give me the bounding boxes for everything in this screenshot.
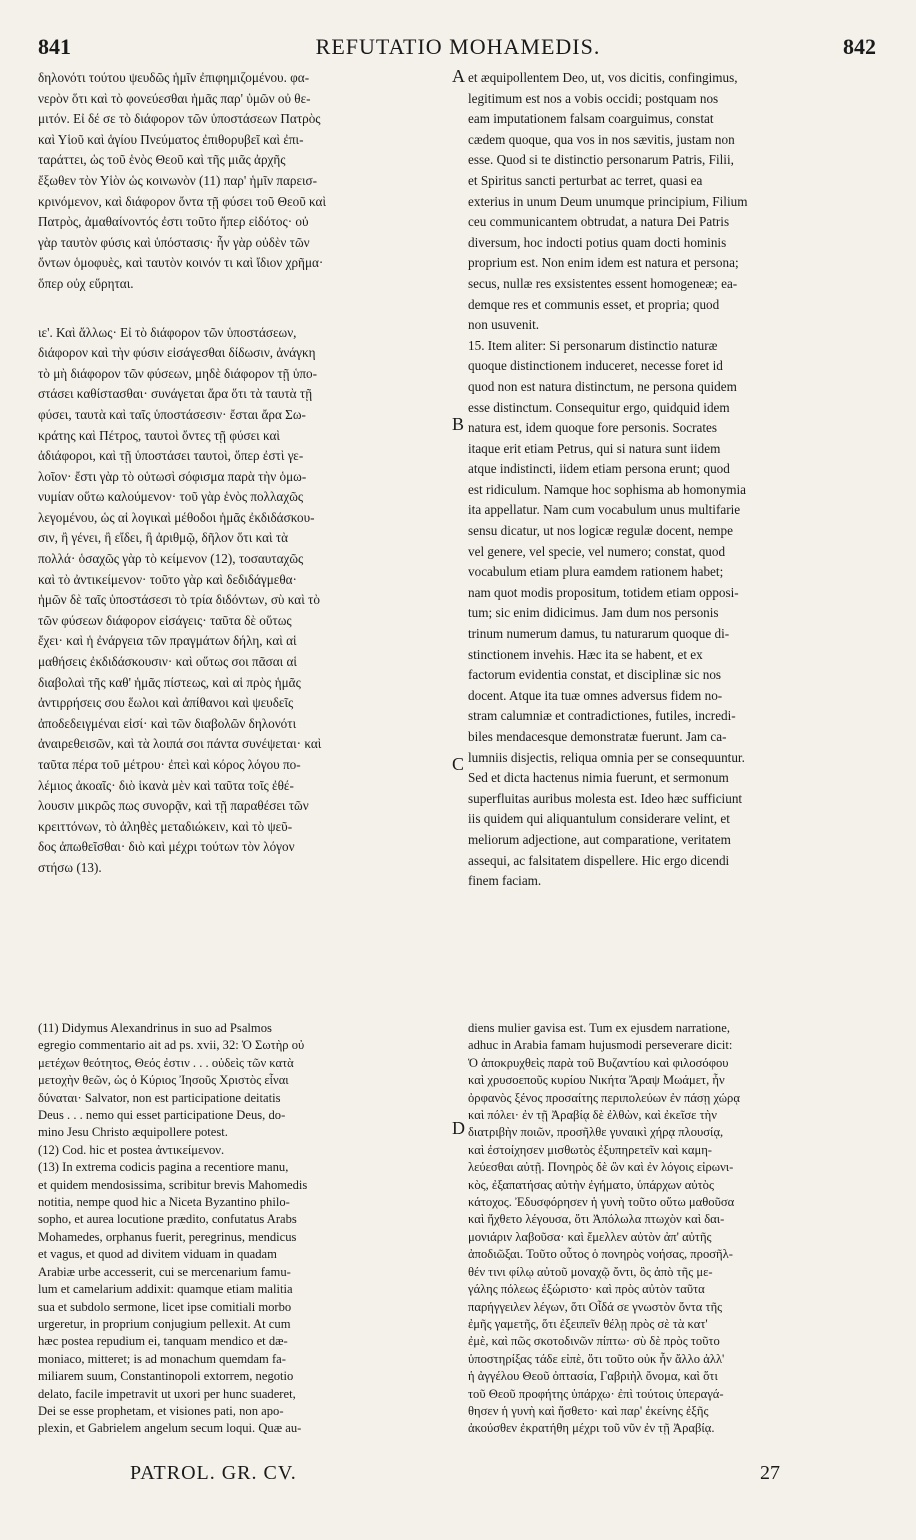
latin-text-line: quoque distinctionem induceret, necesse foret id	[468, 358, 723, 374]
greek-text-line: δος ἀπωθεῖσθαι· διὸ καὶ μέχρι τούτων τὸν λόγον	[38, 839, 295, 855]
latin-text-line: et Spiritus sancti perturbat ac terret, quasi ea	[468, 172, 703, 188]
footnote-line: adhuc in Arabia famam hujusmodi perseverare dicit:	[468, 1038, 733, 1053]
page-number-left: 841	[38, 34, 71, 59]
footnote-line: ὀρφανὸς ξένος προσαίτης περιπολεύων ἐν πάσῃ χώρᾳ	[468, 1090, 740, 1105]
latin-text-line: 15. Item aliter: Si personarum distinctio naturæ	[468, 337, 718, 353]
greek-text-line: τὸ μὴ διάφορον τῶν φύσεων, μηδὲ διάφορον τῇ ὑπο-	[38, 365, 318, 381]
margin-letter-a: A	[452, 66, 465, 86]
latin-text-line: vel genere, vel specie, vel numero; constat, quod	[468, 543, 726, 559]
footnote-line: ἀποδιῶξαι. Τοῦτο οὗτος ὁ πονηρὸς νοήσας, προσῆλ-	[468, 1247, 733, 1262]
footnote-line: τοῦ Θεοῦ προφήτης ὑπάρχω· ἐπὶ τούτοις ὑπεραγά-	[468, 1386, 724, 1401]
footnote-line: γάλης πόλεως ἐξώριστο· καὶ πρὸς αὐτὸν ταῦτα	[468, 1282, 705, 1297]
greek-text-line: ταῦτα πέρα τοῦ μέτρου· ἐπεὶ καὶ κόρος λόγου πο-	[38, 757, 301, 772]
latin-text-line: atque indistincti, iidem etiam persona erunt; quod	[468, 461, 730, 477]
latin-text-line: superfluitas auribus molesta est. Ideo hæc sufficiunt	[468, 790, 743, 806]
latin-text-line: cædem quoque, qua vos in nos sævitis, justam non	[468, 131, 735, 147]
latin-text-line: secus, nullæ res exsistentes essent homogeneæ; ea-	[468, 275, 738, 291]
footnote-line: (12) Cod. hic et postea ἀντικείμενον.	[38, 1142, 225, 1157]
footnote-line: θησεν ἡ γυνὴ καὶ ἥσθετο· καὶ παρ' ἐκείνης ἐξῆς	[468, 1403, 709, 1418]
greek-text-line: λοῖον· ἔστι γὰρ τὸ οὑτωσὶ σόφισμα παρὰ τὴν ὁμω-	[38, 468, 307, 484]
latin-text-line: docent. Atque ita tuæ omnes adversus fidem no-	[468, 687, 723, 703]
footnote-line: Mohamedes, orphanus fuerit, peregrinus, mendicus	[38, 1229, 297, 1244]
footer-signature: PATROL. GR. CV.	[130, 1462, 297, 1484]
greek-text-line: ἀποδεδειγμέναι εἰσί· καὶ τῶν διαβολῶν δηλονότι	[38, 715, 297, 731]
greek-text-line: γὰρ ταυτὸν φύσις καὶ ὑπόστασις· ἦν γὰρ οὐδὲν τῶν	[38, 234, 310, 250]
greek-text-line: μιτόν. Εἰ δέ σε τὸ διάφορον τῶν ὑποστάσεων Πατρὸς	[38, 111, 321, 127]
footnote-line: sua et subdolo sermone, licet ipse comitiali morbo	[38, 1299, 292, 1314]
latin-text-line: Sed et dicta hactenus nimia fuerunt, et sermonum	[468, 770, 729, 786]
greek-text-line: κρινόμενον, καὶ διάφορον ὄντα τῇ φύσει τοῦ Θεοῦ καὶ	[38, 193, 327, 209]
footnote-line: διατριβὴν ποιῶν, προσῆλθε γυναικὶ χήρᾳ πλουσίᾳ,	[468, 1125, 724, 1140]
footnote-line: plexin, et Gabrielem angelum secum loqui. Quæ au-	[38, 1421, 302, 1436]
latin-text-line: assequi, ac falsitatem dispellere. Hic ergo dicendi	[468, 852, 730, 868]
latin-text-line: eam imputationem falsam coarguimus, constat	[468, 111, 714, 127]
greek-text-line: στήσω (13).	[38, 859, 102, 875]
greek-text-line: πολλά· ὁσαχῶς γὰρ τὸ κείμενον (12), τοσαυταχῶς	[38, 551, 304, 567]
latin-text-line: stram calumniæ et contradictiones, futiles, incredi-	[468, 708, 736, 724]
footnote-line: (13) In extrema codicis pagina a recentiore manu,	[38, 1160, 289, 1175]
footnote-line: hæc postea repudium ei, tanquam mendico et dæ-	[38, 1334, 288, 1349]
latin-text-line: et æquipollentem Deo, ut, vos dicitis, confingimus,	[468, 70, 738, 85]
greek-text-line: ἔχει· καὶ ἡ ἐνάργεια τῶν πραγμάτων δήλη, καὶ αἱ	[38, 633, 297, 649]
footnote-line: ἐμὲ, καὶ πῶς σκοτοδινῶν πίπτω· σὺ δὲ πρὸς τοῦτο	[468, 1334, 720, 1349]
latin-text-line: vocabulum etiam plura eamdem rationem habet;	[468, 564, 724, 580]
footnote-line: Ὁ ἀποκρυχθεὶς παρὰ τοῦ Βυζαντίου καὶ φιλοσόφου	[468, 1055, 729, 1070]
footnote-line: ἡ ἀγγέλου Θεοῦ ὀπτασία, Γαβριὴλ ὄνομα, καὶ ὅτι	[468, 1369, 718, 1384]
greek-text-line: ὄντων ὁμοφυὲς, καὶ ταυτὸν κοινόν τι καὶ ἴδιον χρῆμα·	[38, 255, 324, 271]
greek-text-line: μαθήσεις ἐκδιδάσκουσιν· καὶ οὕτως σοι πᾶσαι αἱ	[38, 654, 297, 670]
latin-text-line: finem faciam.	[468, 873, 542, 889]
footer-sheet-number: 27	[760, 1462, 780, 1484]
greek-text-line: ἀναιρεθεισῶν, καὶ τὰ λοιπά σοι πάντα συνέψεται· καὶ	[38, 736, 322, 752]
latin-text-line: demque res et communis esset, et propria; quod	[468, 296, 720, 312]
footnote-line: κάτοχος. Ἐδυσφόρησεν ἡ γυνὴ τοῦτο οὕτω μαθοῦσα	[468, 1195, 735, 1210]
latin-text-line: lumniis disjectis, reliqua omnia per se consequuntur.	[468, 749, 745, 765]
latin-text-line: non usuvenit.	[468, 317, 540, 333]
footnote-line: ἐμῆς γαμετῆς, ὅτι ἐξειπεῖν θέλῃ πρὸς σὲ τὰ κατ'	[468, 1316, 708, 1331]
footnote-line: delato, facile impetravit ut uxori per hunc suaderet,	[38, 1386, 296, 1401]
footnotes-right	[468, 1020, 880, 1438]
footnote-line: ὑποστηρίξας τάδε εἰπὲ, ὅτι τοῦτο οὐκ ἦν ἄλλο ἀλλ'	[468, 1351, 725, 1366]
footnotes-left	[38, 1020, 448, 1438]
footnote-line: et quidem mendosissima, scribitur brevis Mahomedis	[38, 1177, 308, 1192]
footnote-line: mino Jesu Christo æquipollere potest.	[38, 1125, 228, 1140]
greek-text-line: ταράττει, ὡς τοῦ ἑνὸς Θεοῦ καὶ τῆς μιᾶς ἀρχῆς	[38, 152, 286, 168]
footnote-line: lum et camelarium addixit: quamque etiam malitia	[38, 1282, 293, 1297]
footnote-line: Dei se esse prophetam, et visiones pati, non apo-	[38, 1403, 284, 1418]
footnote-line: ἀκούσθεν ἐκρατήθη μέχρι τοῦ νῦν ἐν τῇ Ἀραβίᾳ.	[468, 1421, 715, 1436]
footnote-line: θέν τινι φίλῳ αὐτοῦ μοναχῷ ὄντι, ὃς ἀπὸ τῆς με-	[468, 1264, 713, 1279]
footnote-line: παρήγγειλεν λέγων, ὅτι Οἶδά σε γνωστὸν ὄντα τῆς	[468, 1299, 723, 1314]
footnote-line: λεύεσθαι αὐτῇ. Πονηρὸς δὲ ὢν καὶ ἐν λόγοις εἰρωνι-	[468, 1160, 734, 1175]
latin-text-line: ceu communicantem obtrudat, a natura Dei Patris	[468, 214, 730, 230]
footnote-line: καὶ ἤχθετο λέγουσα, ὅτι Ἀπόλωλα πτωχὸν καὶ δαι-	[468, 1212, 725, 1227]
footnote-line: Arabiæ urbe accesserit, cui se mercenarium famu-	[38, 1264, 291, 1279]
margin-letter-d: D	[452, 1118, 465, 1138]
greek-text-line: δηλονότι τούτου ψευδῶς ἡμῖν ἐπιφημιζομένου. φα-	[38, 70, 310, 85]
latin-text-line: trinum numerum damus, tu naturarum quoque di-	[468, 626, 730, 642]
greek-text-line: φύσει, ταυτὰ καὶ ταῖς ὑποστάσεσιν· ἔσται ἄρα Σω-	[38, 406, 306, 422]
footnote-line: καὶ πόλει· ἐν τῇ Ἀραβίᾳ δὲ ἐλθὼν, καὶ ἐκεῖσε τὴν	[468, 1108, 717, 1123]
greek-text-line: νυμίαν οὕτω καλούμενον· τοῦ γὰρ ἑνὸς πολλαχῶς	[38, 489, 304, 505]
latin-text-line: est ridiculum. Namque hoc sophisma ab homonymia	[468, 481, 746, 497]
margin-letter-c: C	[452, 754, 465, 774]
latin-text-line: diversum, hoc indocti potius quam docti hominis	[468, 234, 727, 250]
page-footer	[30, 1462, 886, 1492]
latin-text-line: iis quidem qui aliquantulum considerare velint, et	[468, 811, 730, 827]
greek-text-line: ὅπερ οὐχ εὕρηται.	[38, 275, 134, 291]
footnote-line: (11) Didymus Alexandrinus in suo ad Psalmos	[38, 1021, 272, 1035]
latin-text-line: legitimum est nos a vobis occidi; postquam nos	[468, 90, 719, 106]
latin-text-line: quod non est natura distinctum, ne persona quidem	[468, 378, 737, 394]
running-title: REFUTATIO MOHAMEDIS.	[315, 34, 601, 59]
footnote-line: urgeretur, in proprium conjugium pellexit. At cum	[38, 1316, 291, 1331]
greek-text-line: στάσει καθίστασθαι· συνάγεται ἄρα ὅτι τὰ ταυτὰ τῇ	[38, 386, 313, 402]
greek-text-line: νερὸν ὅτι καὶ τὸ φονεύεσθαι ἡμᾶς παρ' ὑμῶν οὐ θε-	[38, 90, 311, 106]
greek-text-line: κράτης καὶ Πέτρος, ταυτοὶ ὄντες τῇ φύσει καὶ	[38, 427, 280, 443]
latin-text-line: esse distinctum. Consequitur ergo, quidquid idem	[468, 399, 730, 415]
greek-text-line: διάφορον καὶ τὴν φύσιν εἰσάγεσθαι δίδωσιν, ἀνάγκη	[38, 345, 316, 361]
latin-text-line: stinctionem invehis. Hæc ita se habent, et ex	[468, 646, 703, 662]
greek-text-line: διαβολαὶ τῆς καθ' ἡμᾶς πίστεως, καὶ αἱ πρὸς ἡμᾶς	[38, 674, 301, 690]
footnote-line: καὶ ἐστοίχησεν μισθωτὸς ἐξυπηρετεῖν καὶ καμη-	[468, 1142, 713, 1157]
margin-letter-b: B	[452, 414, 465, 434]
footnote-line: Deus . . . nemo qui esset participatione Deus, do-	[38, 1108, 286, 1123]
greek-text-line: ἀντιρρήσεις σου ἕωλοι καὶ ἀπίθανοι καὶ ψευδεῖς	[38, 695, 294, 711]
greek-text-line: σιν, ἢ γένει, ἢ εἴδει, ἢ ἀριθμῷ, δῆλον ὅτι καὶ τὰ	[38, 530, 289, 546]
footnote-line: καὶ χρυσοεποῦς κυρίου Νικήτα Ἄραψ Μωάμετ, ἦν	[468, 1073, 725, 1088]
footnote-line: sopho, et aurea locutione prædito, confutatus Arabs	[38, 1212, 297, 1227]
greek-text-line: ιε'. Καὶ ἄλλως· Εἰ τὸ διάφορον τῶν ὑποστάσεων,	[38, 324, 297, 340]
greek-text-line: ἡμῶν δὲ ταῖς ὑποστάσεσι τὸ τρία διδόντων, σὺ καὶ τὸ	[38, 592, 320, 608]
latin-text-line: meliorum adjectione, aut comparatione, veritatem	[468, 831, 731, 847]
footnote-line: miliarem suum, Constantinopoli extorrem, negotio	[38, 1369, 294, 1384]
latin-text-line: exterius in unum Deum unumque principium, Filium	[468, 193, 748, 209]
latin-text-line: biles mendacesque demonstratæ fuerunt. Jam ca-	[468, 729, 727, 744]
greek-text-line: καὶ τὸ ἀντικείμενον· τοῦτο γὰρ καὶ δεδιδάγμεθα·	[38, 571, 297, 587]
footnote-line: notitia, nempe quod hic a Niceta Byzantino philo-	[38, 1195, 290, 1210]
latin-text-line: itaque erit etiam Petrus, qui si natura sunt iidem	[468, 440, 721, 456]
latin-text-line: natura est, idem quoque fore personis. Socrates	[468, 420, 718, 436]
greek-text-line: λουσιν μικρῶς πως συνορᾷν, καὶ τῇ παραθέσει τῶν	[38, 798, 309, 814]
footnote-line: κὸς, ἐξαπατήσας αὐτὴν ἐγήματο, ὑπάρχων αὐτὸς	[468, 1177, 714, 1192]
greek-text-line: κρειττόνων, τὸ ἀληθὲς μεταδιώκειν, καὶ τὸ ψεῦ-	[38, 818, 293, 834]
footnote-line: egregio commentario ait ad ps. xvii, 32: Ὁ Σωτὴρ οὐ	[38, 1038, 305, 1053]
greek-text-line: Πατρὸς, ἀμαθαίνοντός ἐστι τοῦτο ἤπερ εἰδότος· οὐ	[38, 214, 309, 230]
latin-text-line: nam quot modis propositum, totidem etiam opposi-	[468, 584, 739, 600]
latin-text-line: tum; sic enim didicimus. Jam dum nos personis	[468, 605, 719, 621]
footnote-line: δύναται· Salvator, non est participatione deitatis	[38, 1090, 281, 1105]
greek-text-line: καὶ Υἱοῦ καὶ ἁγίου Πνεύματος ἐπιθορυβεῖ καὶ ἐπι-	[38, 131, 304, 147]
page-number-right: 842	[843, 34, 876, 59]
latin-text-line: factorum evidentia constat, et disciplinæ sic nos	[468, 667, 722, 683]
footnote-line: μετοχὴν θεῶν, ὡς ὁ Κύριος Ἰησοῦς Χριστὸς εἶναι	[38, 1073, 289, 1088]
latin-text-column	[468, 68, 880, 892]
latin-text-line: proprium est. Non enim idem est natura et persona;	[468, 255, 739, 271]
greek-text-line: ἀδιάφοροι, καὶ τῇ ὑποστάσει ταυτοὶ, ὅπερ ἐστὶ γε-	[38, 448, 304, 464]
greek-text-line: ἔξωθεν τὸν Υἱὸν ὡς κοινωνὸν (11) παρ' ἡμῖν παρεισ-	[38, 172, 318, 188]
page-header	[30, 30, 886, 62]
footnote-line: μονιάριν λαβοῦσα· καὶ ἔμελλεν αὐτὸν ἀπ' αὐτῆς	[468, 1229, 712, 1244]
greek-text-column	[38, 68, 448, 879]
latin-text-line: esse. Quod si te distinctio personarum Patris, Filii,	[468, 152, 734, 168]
latin-text-line: sensu dicatur, ut nos logicæ regulæ docent, nempe	[468, 523, 733, 539]
footnote-line: moniaco, mitteret; is ad monachum quemdam fa-	[38, 1351, 286, 1366]
latin-text-line: ita appellatur. Nam cum vocabulum unus multifarie	[468, 502, 741, 518]
footnote-line: μετέχων θεότητος, Θεός ἐστιν . . . οὐδεὶς τῶν κατὰ	[38, 1055, 294, 1070]
greek-text-line: λεγομένου, ὡς αἱ λογικαὶ μέθοδοι ἡμᾶς ἐκδιδάσκου-	[38, 509, 315, 525]
footnote-line: diens mulier gavisa est. Tum ex ejusdem narratione,	[468, 1021, 730, 1035]
greek-text-line: τῶν φύσεων διάφορον εἰσάγεις· ταῦτα δὲ οὕτως	[38, 612, 292, 628]
footnote-line: et vagus, et quod ad divitem viduam in quadam	[38, 1247, 277, 1262]
greek-text-line: λέμιος ἀκοαῖς· διὸ ἱκανὰ μὲν καὶ ταῦτα τοῖς ἐθέ-	[38, 777, 294, 793]
